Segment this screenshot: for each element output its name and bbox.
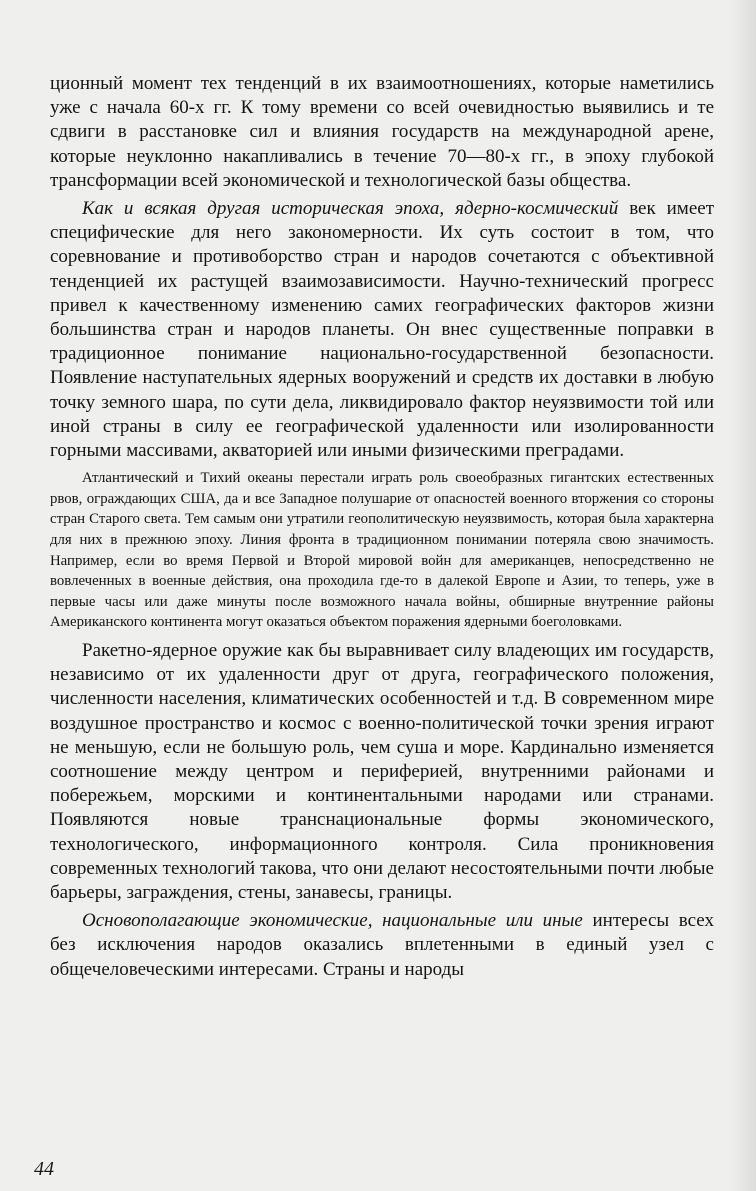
paragraph-text: век имеет специфические для него закономерности. Их суть состоит в том, что соревнование и противоборство стран и народов сочетаются с объективной тенденцией их растущей взаимозависимости. Научно-технический прогресс привел к качественному изменению самих географических факторов жизни большинства стран и народов планеты. Он внес существенные поправки в традиционное понимание национально-государственной безопасности. Появление наступательных ядерных вооружений и средств их доставки в любую точку земного шара, по сути дела, ликвидировало фактор неуязвимости той или иной страны в силу ее географической удаленности или изолированности горными массивами, акваторией или иными физическими преградами. bbox=[50, 198, 714, 462]
paragraph-text: интересы всех без исключения народов оказались вплетенными в единый узел с общечеловеческими интересами. Страны и народы bbox=[50, 910, 714, 980]
paragraph-text: Атлантический и Тихий океаны перестали играть роль своеобразных гигантских естественных рвов, ограждающих США, да и все Западное полушарие от опасностей военного вторжения со стороны стран Старого света. Тем самым они утратили геополитическую неуязвимость, которая была характерна для них в прежнюю эпоху. Линия фронта в традиционном понимании потеряла свою значимость. Например, если во время Первой и Второй мировой войн для американцев, непосредственно не вовлеченных в военные действия, она проходила где-то в далекой Европе и Азии, то теперь, уже в первые часы или даже минуты после возможного начала войны, обширные внутренние районы Американского континента могут оказаться объектом поражения ядерными боеголовками. bbox=[50, 470, 714, 631]
paragraph-oceans-note bbox=[50, 468, 714, 633]
paragraph-continuation bbox=[50, 72, 714, 193]
paragraph-italic-lead: Как и всякая другая историческая эпоха, ядерно-космический bbox=[82, 198, 619, 220]
paragraph-italic-lead: Основополагающие экономические, национальные или иные bbox=[82, 910, 583, 932]
paragraph-text: ционный момент тех тенденций в их взаимоотношениях, которые наметились уже с начала 60-х гг. К тому времени со всей очевидностью выявились и те сдвиги в расстановке сил и влияния государств на международной арене, которые неуклонно накапливались в течение 70—80-х гг., в эпоху глубокой трансформации всей экономической и технологической базы общества. bbox=[50, 73, 714, 191]
paragraph-interests bbox=[50, 909, 714, 982]
page-edge-shadow bbox=[730, 0, 756, 1191]
paragraph-nuclear-weapons bbox=[50, 639, 714, 905]
paragraph-text: Ракетно-ядерное оружие как бы выравнивает силу владеющих им государств, независимо от их удаленности друг от друга, географического положения, численности населения, климатических особенностей и т.д. В современном мире воздушное пространство и космос с военно-политической точки зрения играют не меньшую, если не большую роль, чем суша и море. Кардинально изменяется соотношение между центром и периферией, внутренними районами и побережьем, морскими и континентальными народами или странами. Появляются новые транснациональные формы экономического, технологического, информационного контроля. Сила проникновения современных технологий такова, что они делают несостоятельными почти любые барьеры, заграждения, стены, занавесы, границы. bbox=[50, 640, 714, 904]
page-body bbox=[50, 72, 714, 982]
page-number: 44 bbox=[34, 1158, 54, 1180]
paragraph-nuclear-space-age bbox=[50, 197, 714, 463]
